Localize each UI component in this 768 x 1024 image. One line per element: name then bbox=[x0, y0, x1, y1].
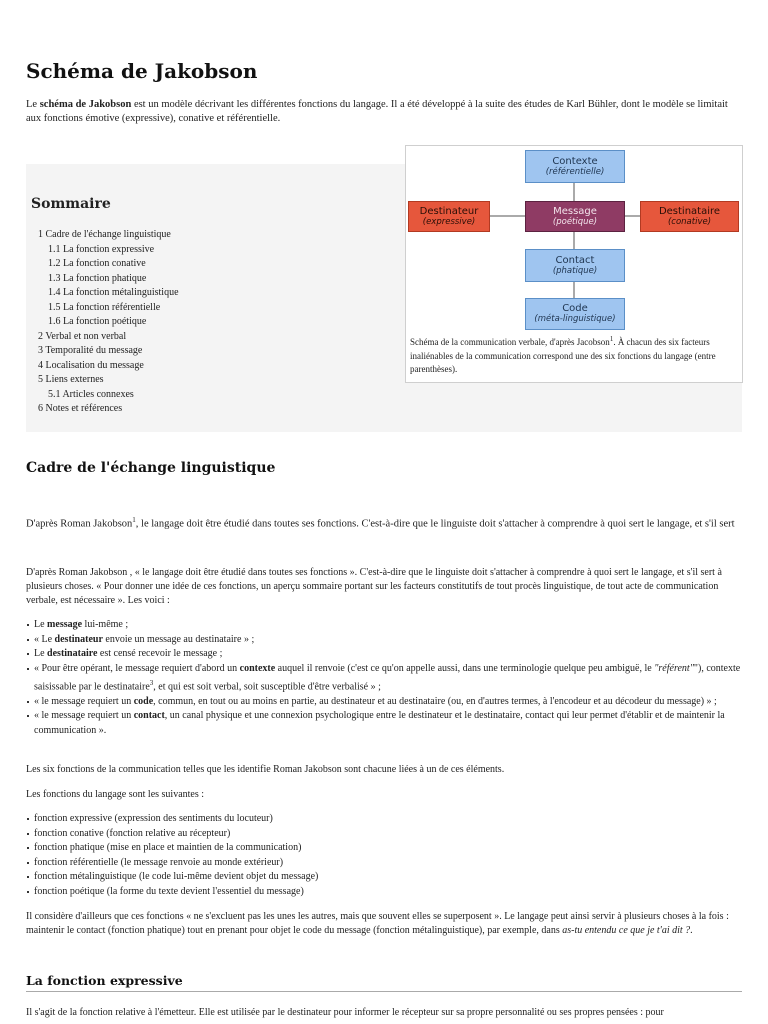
intro-text-rest: est un modèle décrivant les différentes fonctions du langage. Il a été développé à la suite des études de Karl Bühler, dont le modèle se limitait aux fonctions émotive (expressive), conative et référentielle. bbox=[26, 99, 728, 124]
box-destinateur bbox=[408, 201, 490, 232]
toc-item[interactable]: 1.6 La fonction poétique bbox=[48, 316, 147, 327]
box-message-label: Message bbox=[553, 205, 597, 217]
item-text: Le bbox=[34, 619, 48, 630]
item-term: code bbox=[133, 695, 154, 707]
item-text-rest: , commun, en tout ou au moins en partie, au destinateur et au destinataire (ou, en d'autres termes, à l'encodeur et au décodeur du message) » ; bbox=[153, 695, 717, 707]
box-code-label: Code bbox=[562, 303, 588, 314]
toc-item[interactable]: 1.2 La fonction conative bbox=[48, 258, 146, 269]
paragraph-example: as-tu entendu ce que je t'ai dit ? bbox=[562, 925, 691, 936]
box-destinataire-label: Destinataire bbox=[658, 205, 721, 217]
item-text-mid: auquel il renvoie (c'est ce qu'on appelle aussi, dans une terminologie quelque peu ambiguë, le bbox=[275, 662, 655, 674]
item-term: contact bbox=[133, 710, 165, 722]
intro-paragraph bbox=[26, 98, 738, 126]
item-term: message bbox=[47, 619, 83, 630]
item-term: contexte bbox=[239, 662, 276, 674]
caption-text-rest: . À chacun des six facteurs inaliénables de la communication correspond une des six fonctions du langage (entre parenthèses). bbox=[410, 337, 716, 374]
diagram-caption bbox=[410, 333, 738, 377]
item-text: Le bbox=[34, 648, 48, 659]
toc-item[interactable]: 4 Localisation du message bbox=[38, 359, 144, 371]
subheading-expressive: La fonction expressive bbox=[26, 973, 183, 988]
list-item: fonction phatique (mise en place et maintien de la communication) bbox=[26, 841, 742, 856]
item-italic: "référent" bbox=[654, 662, 694, 674]
paragraph-text-end: . bbox=[690, 925, 693, 936]
list-item bbox=[26, 695, 742, 710]
item-text: « Le bbox=[34, 633, 55, 645]
list-item bbox=[26, 633, 742, 648]
intro-text: Le bbox=[26, 99, 40, 110]
item-text: « Pour être opérant, le message requiert d'abord un bbox=[34, 662, 240, 674]
item-text: « le message requiert un bbox=[34, 695, 134, 707]
toc-item[interactable]: 1.5 La fonction référentielle bbox=[48, 301, 161, 313]
item-text-mid2: "), contexte saisissable par le destinataire bbox=[34, 662, 741, 693]
box-contact-function: (phatique) bbox=[552, 265, 598, 276]
subheading-rule bbox=[26, 973, 742, 992]
factors-list bbox=[26, 618, 742, 738]
item-term: destinataire bbox=[47, 648, 98, 659]
cut-off-text bbox=[26, 513, 742, 532]
toc-item[interactable]: 3 Temporalité du message bbox=[38, 345, 143, 356]
item-text-rest: , un canal physique et une connexion psychologique entre le destinateur et le destinataire, contact qui leur permet d'établir et de maintenir la communication ». bbox=[34, 710, 725, 736]
box-code-function: (méta-linguistique) bbox=[534, 314, 616, 324]
toc-item[interactable]: 2 Verbal et non verbal bbox=[38, 330, 127, 342]
toc-title: Sommaire bbox=[31, 196, 111, 212]
item-footnote-ref[interactable]: 3 bbox=[149, 679, 154, 687]
list-item: fonction référentielle (le message renvoie au monde extérieur) bbox=[26, 856, 742, 871]
box-message bbox=[525, 201, 625, 232]
box-contexte bbox=[525, 150, 625, 183]
item-text-rest: est censé recevoir le message ; bbox=[97, 648, 223, 659]
paragraph-superposition bbox=[26, 910, 742, 938]
list-item bbox=[26, 709, 742, 738]
toc-item[interactable]: 1.3 La fonction phatique bbox=[48, 272, 147, 284]
functions-list bbox=[26, 812, 742, 899]
box-contact-label: Contact bbox=[555, 254, 595, 266]
diagram-thumbnail[interactable] bbox=[405, 145, 743, 383]
toc-item[interactable]: 1.1 La fonction expressive bbox=[48, 243, 155, 255]
paragraph-expressive: Il s'agit de la fonction relative à l'émetteur. Elle est utilisée par le destinateur pour informer le récepteur sur sa propre personnalité ou ses propres pensées : pour bbox=[26, 1007, 664, 1018]
item-term: destinateur bbox=[54, 633, 103, 645]
intro-bold-term: schéma de Jakobson bbox=[39, 99, 132, 110]
list-item bbox=[26, 662, 742, 695]
page-title: Schéma de Jakobson bbox=[26, 59, 258, 83]
toc-item[interactable]: 1.4 La fonction métalinguistique bbox=[48, 287, 179, 298]
item-text: « le message requiert un bbox=[34, 710, 134, 722]
list-item: fonction conative (fonction relative au récepteur) bbox=[26, 827, 742, 842]
cut-off-text-start: D'après Roman Jakobson bbox=[26, 518, 133, 530]
section-heading-cadre: Cadre de l'échange linguistique bbox=[26, 460, 276, 476]
toc-item[interactable]: 6 Notes et références bbox=[38, 403, 123, 414]
paragraph-functions-intro: Les fonctions du langage sont les suivantes : bbox=[26, 789, 205, 800]
box-destinataire-function: (conative) bbox=[667, 216, 712, 227]
caption-text: Schéma de la communication verbale, d'après Jacobson bbox=[410, 337, 610, 347]
box-contexte-function: (référentielle) bbox=[545, 166, 605, 177]
box-message-function: (poétique) bbox=[552, 216, 598, 227]
paragraph-jakobson: D'après Roman Jakobson , « le langage doit être étudié dans toutes ses fonctions ». C'est-à-dire que le linguiste doit s'attacher à comprendre à quoi sert le langage, et s'il sert à plusieurs choses. « Pour donner une idée de ces fonctions, un aperçu sommaire portant sur les facteurs constitutifs de tout procès linguistique, de tout acte de communication verbale, est nécessaire ». Les voici : bbox=[26, 567, 722, 606]
paragraph-six-functions: Les six fonctions de la communication telles que les identifie Roman Jakobson sont chacune liées à un de ces éléments. bbox=[26, 764, 505, 775]
cut-off-footnote-ref: 1 bbox=[132, 516, 136, 524]
toc-item[interactable]: 5 Liens externes bbox=[38, 374, 104, 385]
box-destinateur-label: Destinateur bbox=[419, 205, 479, 217]
list-item: fonction métalinguistique (le code lui-même devient objet du message) bbox=[26, 870, 742, 885]
cut-off-line bbox=[26, 510, 742, 530]
item-text-rest: envoie un message au destinataire » ; bbox=[102, 633, 255, 645]
box-destinateur-function: (expressive) bbox=[422, 216, 476, 227]
item-text-rest: , et qui est soit verbal, soit susceptible d'être verbalisé » ; bbox=[153, 681, 381, 693]
list-item bbox=[26, 618, 742, 633]
box-destinataire bbox=[640, 201, 739, 232]
paragraph-text: Il considère d'ailleurs que ces fonctions « ne s'excluent pas les unes les autres, mais que souvent elles se superposent ». Le langage peut ainsi servir à plusieurs choses à la fois : maintenir le contact (fonction phatique) tout en prenant pour objet le code du message (fonction métalinguistique), par exemple, dans bbox=[26, 911, 729, 936]
caption-footnote-ref[interactable]: 1 bbox=[609, 335, 614, 343]
cut-off-text-rest: , le langage doit être étudié dans toutes ses fonctions. C'est-à-dire que le linguiste doit s'attacher à comprendre à quoi sert le langage, et s'il sert bbox=[135, 518, 735, 530]
box-code bbox=[525, 298, 625, 330]
toc-item[interactable]: 1 Cadre de l'échange linguistique bbox=[38, 229, 171, 240]
list-item: fonction poétique (la forme du texte devient l'essentiel du message) bbox=[26, 885, 742, 900]
list-item: fonction expressive (expression des sentiments du locuteur) bbox=[26, 812, 742, 827]
list-item bbox=[26, 647, 742, 662]
box-contexte-label: Contexte bbox=[552, 155, 598, 167]
item-text-rest: lui-même ; bbox=[82, 619, 129, 630]
paragraph-expressive-container bbox=[26, 1006, 742, 1024]
toc-item[interactable]: 5.1 Articles connexes bbox=[48, 388, 134, 400]
toc-list bbox=[38, 228, 378, 417]
box-contact bbox=[525, 249, 625, 282]
